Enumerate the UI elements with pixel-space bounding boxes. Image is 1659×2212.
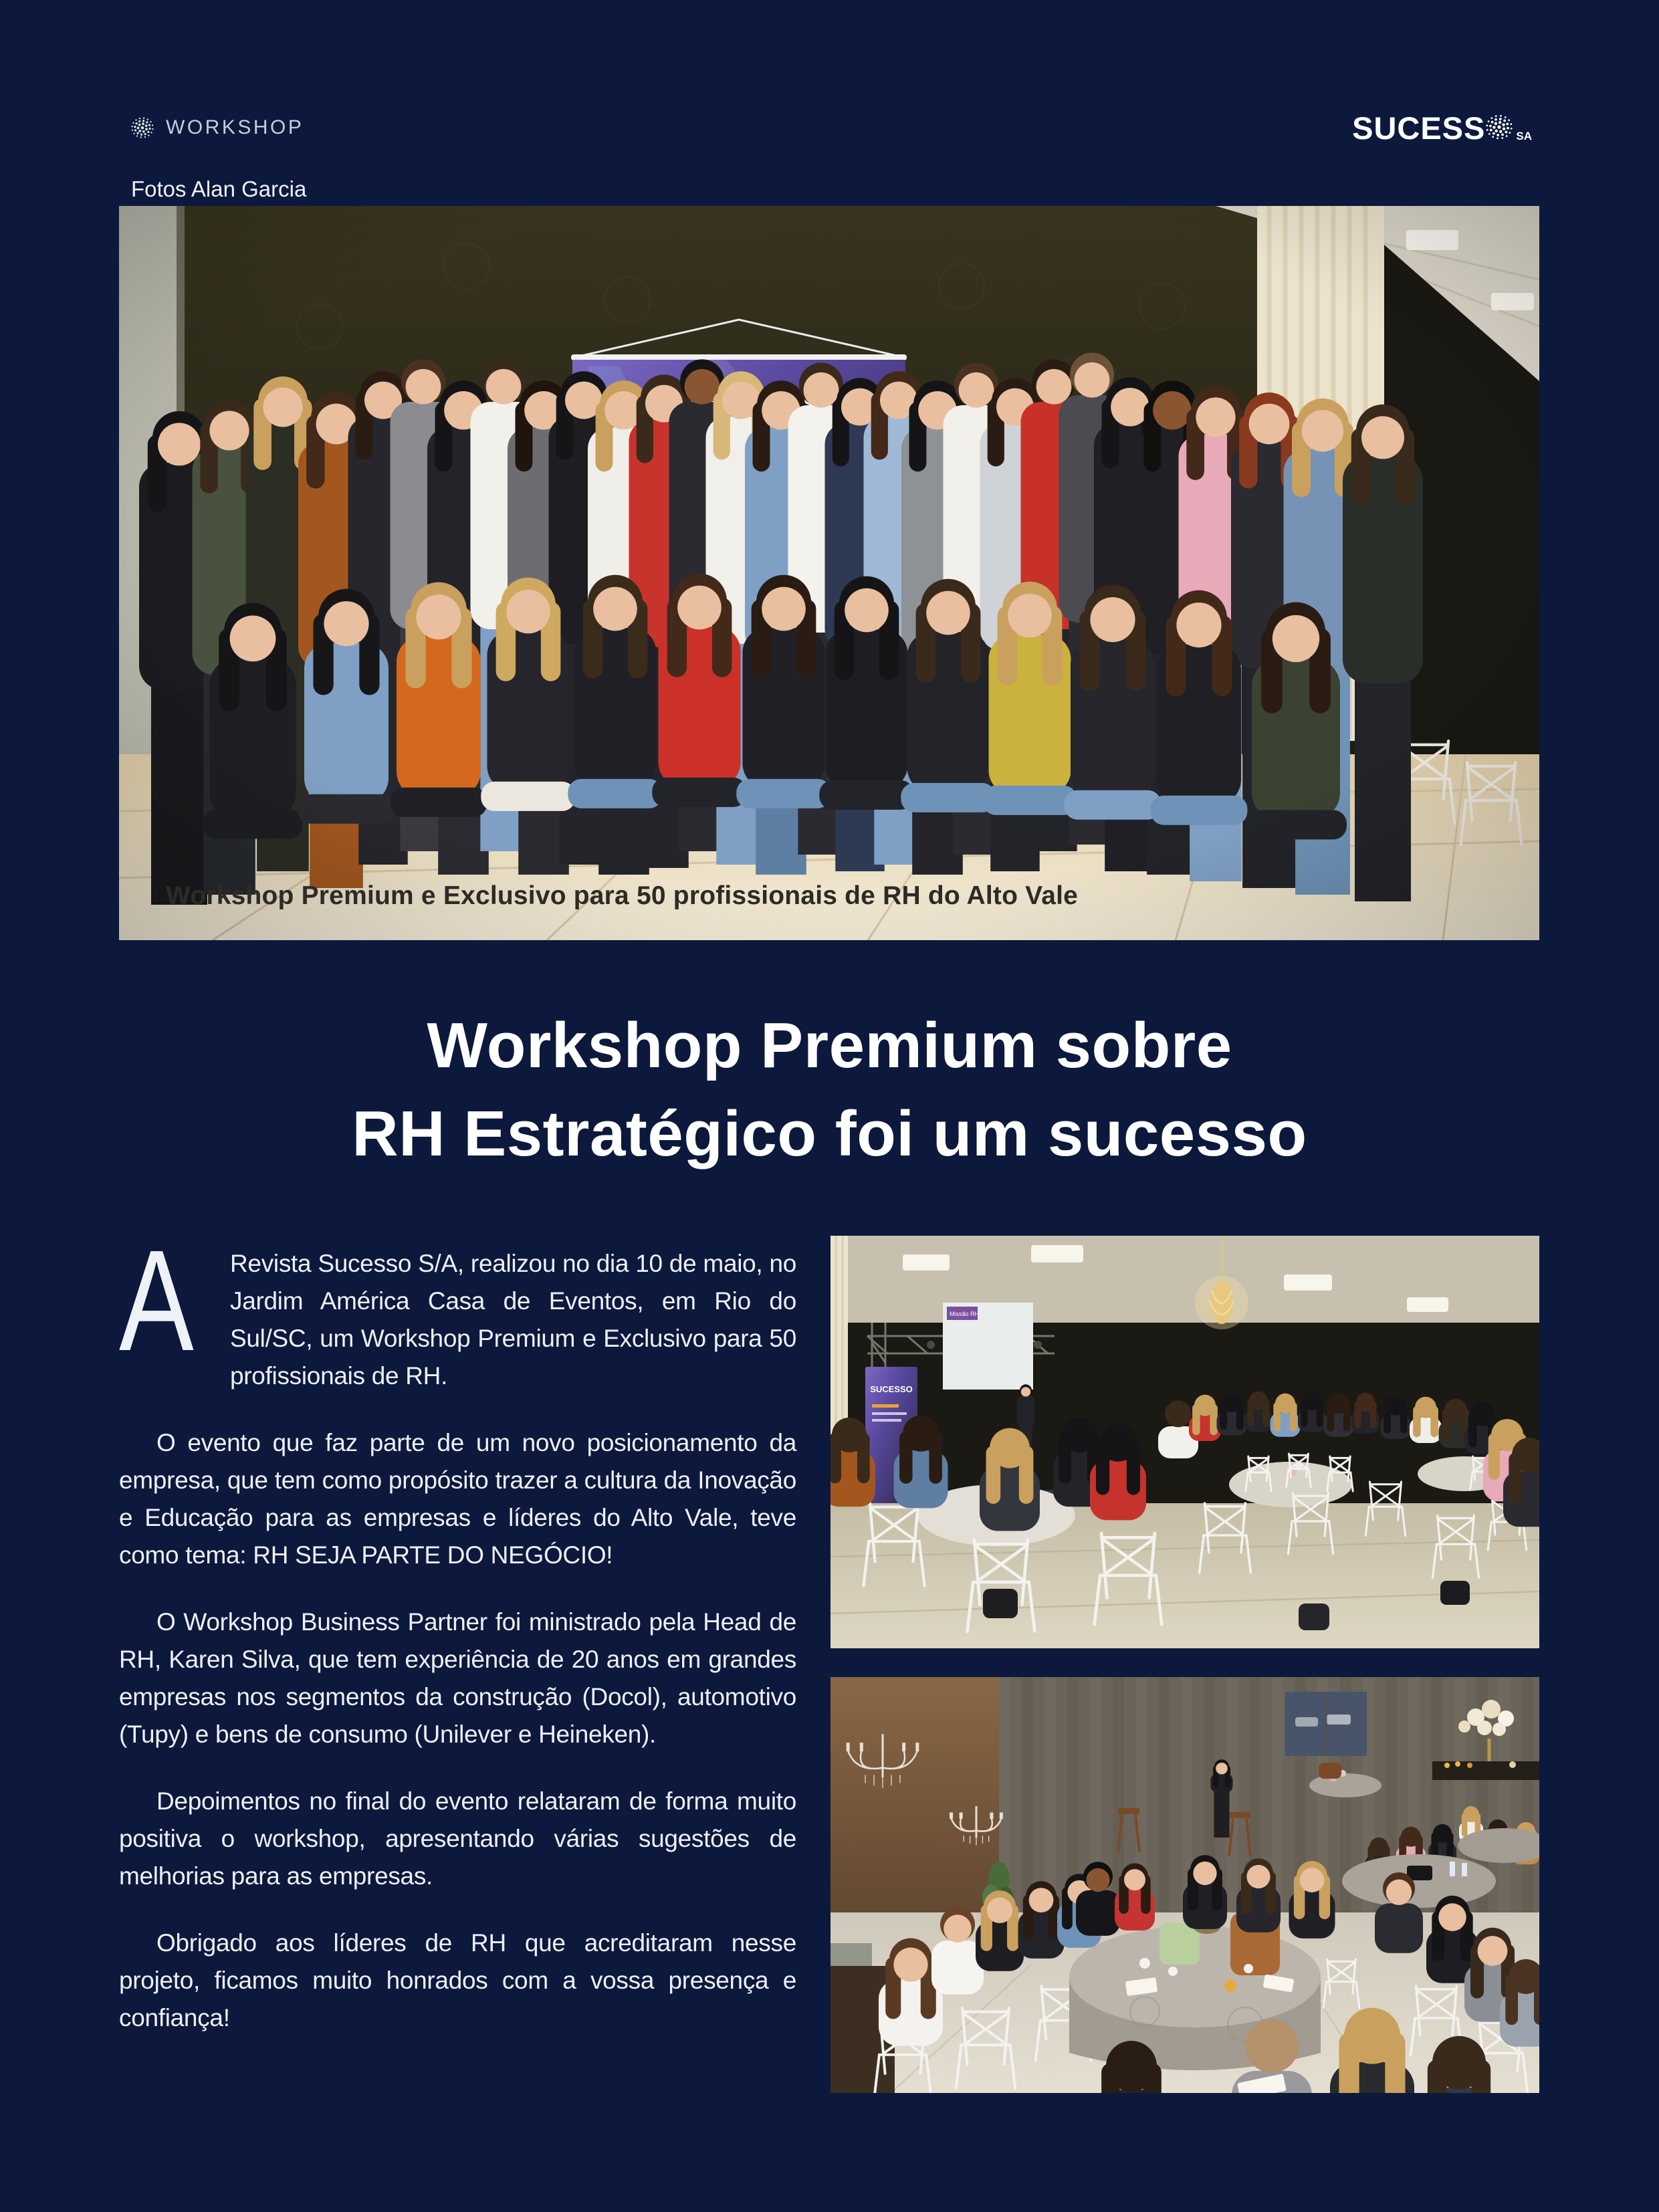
paragraph: Depoimentos no final do evento relataram de forma muito positiva o workshop, apresentando várias sugestões de melhorias para as empresas. xyxy=(119,1787,796,1890)
window xyxy=(1285,1692,1367,1756)
section-header xyxy=(130,115,304,140)
logo-wordmark: SUCESS xyxy=(1352,110,1486,146)
paragraph: A Revista Sucesso S/A, realizou no dia 10 de maio, no Jardim América Casa de Eventos, em Rio do Sul/SC, um Workshop Premium e Exclusivo para 50 profissionais de RH. xyxy=(119,1220,796,1390)
headline-line1: Workshop Premium sobre xyxy=(427,1010,1232,1081)
bag xyxy=(1299,1603,1329,1630)
bag xyxy=(1319,1763,1341,1779)
bag xyxy=(1440,1581,1470,1605)
bag xyxy=(983,1589,1018,1618)
logo-globe-icon xyxy=(1484,112,1515,143)
paragraph: O evento que faz parte de um novo posicionamento da empresa, que tem como propósito trazer a cultura da Inovação e Educação para as empresas e líderes do Alto Vale, teve como tema: RH SEJA PARTE DO NEGÓCIO! xyxy=(119,1429,796,1569)
section-label: WORKSHOP xyxy=(166,116,304,138)
article-headline xyxy=(0,1002,1659,1178)
drop-cap: A xyxy=(119,1220,194,1381)
logo-sa: SA xyxy=(1516,130,1532,142)
group-photo-illustration xyxy=(119,206,1539,940)
group-photo xyxy=(119,206,1539,940)
round-table xyxy=(1342,1854,1496,1908)
headline-line2: RH Estratégico foi um sucesso xyxy=(352,1098,1307,1170)
photo-credit: Fotos Alan Garcia xyxy=(131,177,307,201)
conference-photo xyxy=(831,1236,1539,1648)
svg-text:Missão RH: Missão RH xyxy=(950,1311,980,1317)
svg-text:SUCESSO: SUCESSO xyxy=(870,1384,913,1394)
dotted-sphere-icon xyxy=(130,115,155,140)
paragraph: O Workshop Business Partner foi ministrado pela Head de RH, Karen Silva, que tem experiência de 20 anos em grandes empresas nos segmentos da construção (Docol), automotivo (Tupy) e bens de consumo (Unilever e Heineken). xyxy=(119,1608,796,1748)
green-bag xyxy=(1159,1923,1200,1965)
roundtable-illustration xyxy=(831,1677,1539,2093)
sucesso-logo xyxy=(1352,112,1532,144)
conference-illustration xyxy=(831,1236,1539,1648)
photo-caption: Workshop Premium e Exclusivo para 50 profissionais de RH do Alto Vale xyxy=(166,881,1079,910)
article-body xyxy=(119,1220,796,2066)
paragraph: Obrigado aos líderes de RH que acreditaram nesse projeto, ficamos muito honrados com a vossa presença e confiança! xyxy=(119,1929,796,2031)
juice-glass xyxy=(1224,1980,1236,1992)
roundtable-photo xyxy=(831,1677,1539,2093)
